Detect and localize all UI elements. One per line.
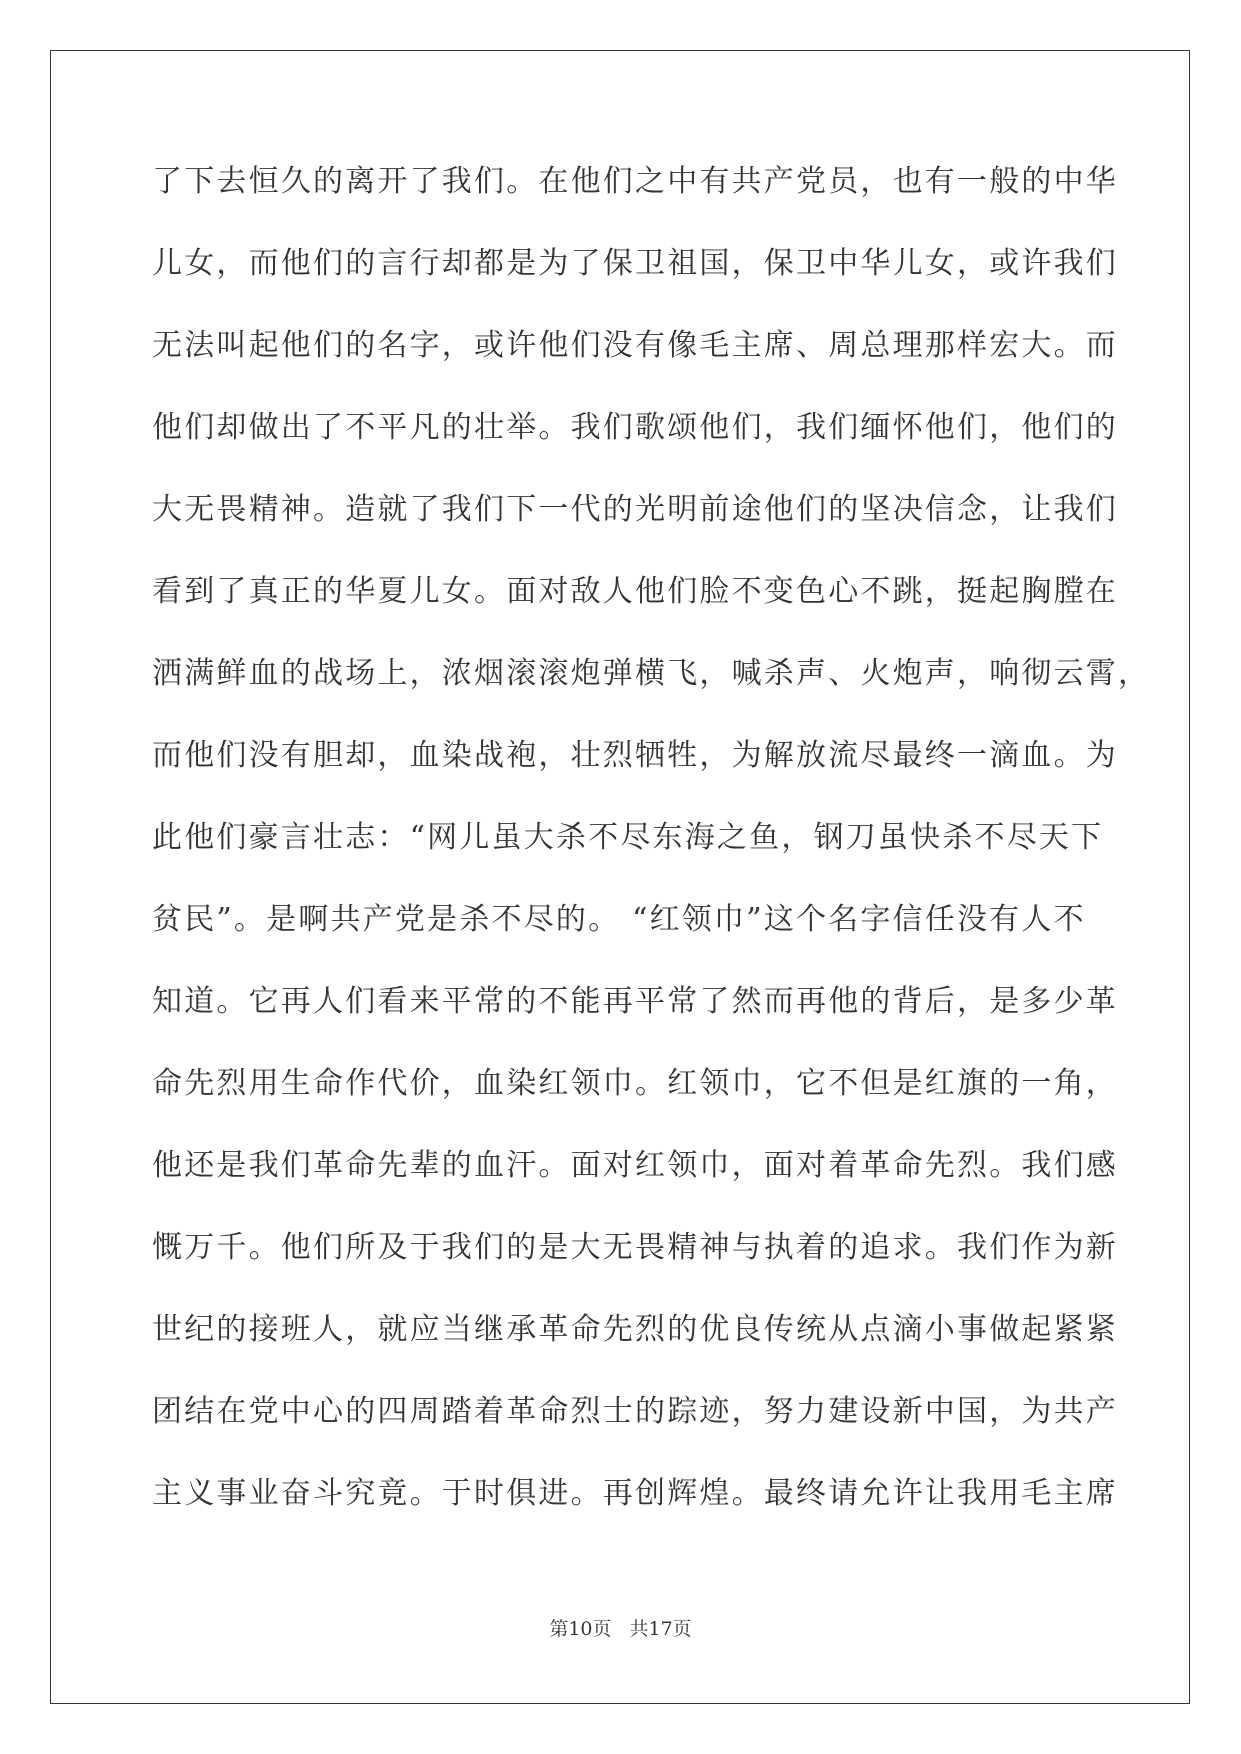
text-line: 此他们豪言壮志：“网儿虽大杀不尽东海之鱼，钢刀虽快杀不尽天下 [152,820,1104,855]
text-line: 大无畏精神。造就了我们下一代的光明前途他们的坚决信念，让我们 [152,492,1118,527]
current-page-number: 第10页 [549,1618,612,1640]
total-pages: 共17页 [629,1618,692,1640]
text-line: 无法叫起他们的名字，或许他们没有像毛主席、周总理那样宏大。而 [152,328,1118,363]
text-line: 看到了真正的华夏儿女。面对敌人他们脸不变色心不跳，挺起胸膛在 [152,574,1118,609]
text-line: 世纪的接班人，就应当继承革命先烈的优良传统从点滴小事做起紧紧 [152,1312,1118,1347]
body-text [152,162,1151,1556]
text-line: 而他们没有胆却，血染战袍，壮烈牺牲，为解放流尽最终一滴血。为 [152,738,1118,773]
page-footer [0,1614,1241,1641]
text-line: 慨万千。他们所及于我们的是大无畏精神与执着的追求。我们作为新 [152,1230,1118,1265]
text-line: 洒满鲜血的战场上，浓烟滚滚炮弹横飞，喊杀声、火炮声，响彻云霄， [152,656,1151,691]
text-line: 贫民”。是啊共产党是杀不尽的。 “红领巾”这个名字信任没有人不 [152,902,1086,937]
text-line: 了下去恒久的离开了我们。在他们之中有共产党员，也有一般的中华 [152,164,1118,199]
text-line: 他们却做出了不平凡的壮举。我们歌颂他们，我们缅怀他们，他们的 [152,410,1118,445]
text-line: 知道。它再人们看来平常的不能再平常了然而再他的背后，是多少革 [152,984,1118,1019]
text-line: 团结在党中心的四周踏着革命烈士的踪迹，努力建设新中国，为共产 [152,1394,1118,1429]
text-line: 儿女，而他们的言行却都是为了保卫祖国，保卫中华儿女，或许我们 [152,246,1118,281]
text-line: 主义事业奋斗究竟。于时俱进。再创辉煌。最终请允许让我用毛主席 [152,1476,1118,1511]
text-line: 他还是我们革命先辈的血汗。面对红领巾，面对着革命先烈。我们感 [152,1148,1118,1183]
text-line: 命先烈用生命作代价，血染红领巾。红领巾，它不但是红旗的一角， [152,1066,1118,1101]
